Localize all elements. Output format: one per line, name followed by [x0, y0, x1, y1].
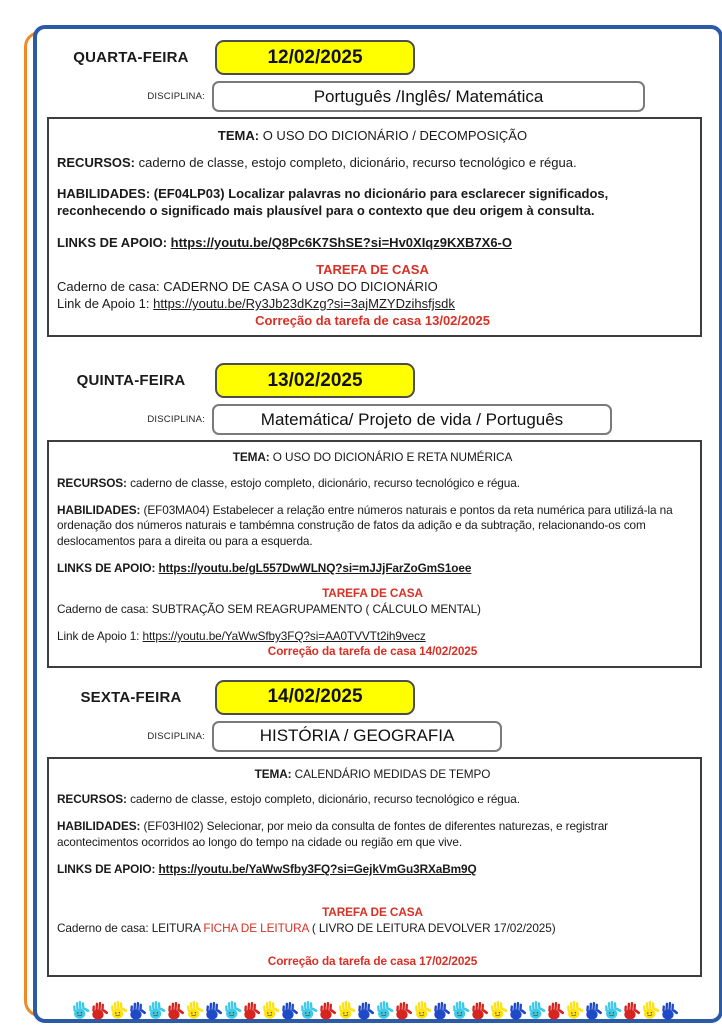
disciplina-row — [47, 81, 702, 112]
date-highlight-box — [215, 363, 415, 398]
recursos-line: RECURSOS: caderno de classe, estojo completo, dicionário, recurso tecnológico e régua. — [57, 155, 577, 171]
yellow-hand-icon — [563, 996, 584, 1025]
cyan-hand-icon — [601, 996, 622, 1025]
blue-hand-icon — [583, 997, 604, 1025]
day-name: SEXTA-FEIRA — [80, 688, 182, 706]
caderno-de-casa-line: Caderno de casa: LEITURA FICHA DE LEITURA ( LIVRO DE LEITURA DEVOLVER 17/02/2025) — [57, 920, 556, 935]
blue-hand-icon — [203, 997, 224, 1025]
habilidades-line: HABILIDADES: (EF03HI02) Selecionar, por meio da consulta de fontes de diferentes naturezas, e registrar acontecimentos ocorridos ao longo do tempo na cidade ou região em que vive. — [57, 819, 608, 849]
day-name: QUINTA-FEIRA — [76, 372, 186, 390]
date-value: 12/02/2025 — [267, 46, 363, 68]
disciplina-label: DISCIPLINA: — [147, 91, 205, 102]
tema-line: TEMA: O USO DO DICIONÁRIO E RETA NUMÉRICA — [232, 450, 513, 465]
correcao-line: Correção da tarefa de casa 17/02/2025 — [267, 953, 478, 968]
recursos-line: RECURSOS: caderno de classe, estojo completo, dicionário, recurso tecnológico e régua. — [57, 475, 520, 490]
blue-hand-icon — [355, 997, 376, 1025]
youtube-link[interactable]: https://youtu.be/gL557DwWLNQ?si=mJJjFarZoGmS1oee — [158, 561, 472, 576]
red-hand-icon — [545, 997, 566, 1025]
blue-hand-icon — [127, 997, 148, 1025]
yellow-hand-icon — [183, 996, 204, 1025]
lesson-detail-box — [47, 757, 702, 978]
disciplina-box — [212, 404, 612, 435]
cyan-hand-icon — [297, 996, 318, 1025]
cyan-hand-icon — [449, 996, 470, 1025]
yellow-hand-icon — [107, 996, 128, 1025]
yellow-hand-icon — [639, 996, 660, 1025]
disciplina-box — [212, 81, 645, 112]
day-header-row — [47, 680, 702, 715]
blue-hand-icon — [507, 997, 528, 1025]
blue-hand-icon — [431, 997, 452, 1025]
youtube-link-apoio1[interactable]: https://youtu.be/Ry3Jb23dKzg?si=3ajMZYDzihsfjsdk — [153, 296, 455, 312]
yellow-hand-icon — [335, 996, 356, 1025]
red-hand-icon — [393, 997, 414, 1025]
red-hand-icon — [89, 997, 110, 1025]
correcao-line: Correção da tarefa de casa 13/02/2025 — [255, 313, 490, 329]
recursos-line: RECURSOS: caderno de classe, estojo completo, dicionário, recurso tecnológico e régua. — [57, 792, 520, 807]
link-apoio1-line: Link de Apoio 1: https://youtu.be/Ry3Jb23dKzg?si=3ajMZYDzihsfjsdk — [57, 296, 455, 312]
disciplina-label: DISCIPLINA: — [147, 730, 205, 742]
tema-line: TEMA: O USO DO DICIONÁRIO / DECOMPOSIÇÃO — [217, 128, 528, 143]
caderno-de-casa-line: Caderno de casa: SUBTRAÇÃO SEM REAGRUPAMENTO ( CÁLCULO MENTAL) — [57, 601, 481, 616]
blue-hand-icon — [659, 997, 680, 1025]
disciplina-value: HISTÓRIA / GEOGRAFIA — [259, 726, 455, 746]
lesson-detail-box — [47, 440, 702, 667]
yellow-hand-icon — [411, 996, 432, 1025]
date-value: 13/02/2025 — [267, 369, 363, 391]
date-highlight-box — [215, 680, 415, 715]
cyan-hand-icon — [525, 996, 546, 1025]
disciplina-value: Matemática/ Projeto de vida / Português — [260, 409, 564, 429]
disciplina-label: DISCIPLINA: — [147, 414, 205, 426]
links-apoio-line: LINKS DE APOIO: https://youtu.be/YaWwSfby3FQ?si=GejkVmGu3RXaBm9Q — [57, 862, 477, 876]
day-section-quarta — [47, 40, 702, 337]
red-hand-icon — [317, 997, 338, 1025]
day-section-quinta — [47, 363, 702, 667]
cyan-hand-icon — [373, 996, 394, 1025]
day-section-sexta — [47, 680, 702, 978]
page-frame — [33, 25, 722, 1023]
correcao-line: Correção da tarefa de casa 14/02/2025 — [267, 644, 478, 659]
disciplina-box — [212, 721, 502, 752]
blue-hand-icon — [279, 997, 300, 1025]
disciplina-row — [47, 404, 702, 435]
tarefa-de-casa-title: TAREFA DE CASA — [316, 261, 429, 277]
caderno-red-text: FICHA DE LEITURA — [203, 920, 309, 935]
day-name: QUARTA-FEIRA — [73, 49, 189, 66]
youtube-link[interactable]: https://youtu.be/YaWwSfby3FQ?si=GejkVmGu3RXaBm9Q — [158, 862, 477, 876]
lesson-detail-box — [47, 117, 702, 337]
red-hand-icon — [621, 997, 642, 1025]
cyan-hand-icon — [69, 996, 90, 1025]
red-hand-icon — [165, 997, 186, 1025]
links-apoio-line: LINKS DE APOIO: https://youtu.be/Q8Pc6K7ShSE?si=Hv0XIqz9KXB7X6-O — [57, 234, 512, 250]
red-hand-icon — [469, 997, 490, 1025]
disciplina-value: Português /Inglês/ Matemática — [313, 86, 544, 106]
habilidades-line: HABILIDADES: (EF03MA04) Estabelecer a relação entre números naturais e pontos da reta numérica para utilizá-la na ordenação dos números naturais e tambémna construção de fatos da adição e da subtração, relacionando-os com deslocamentos para a direita ou para a esquerda. — [57, 503, 673, 548]
caderno-de-casa-line: Caderno de casa: CADERNO DE CASA O USO DO DICIONÁRIO — [57, 278, 438, 294]
tema-line: TEMA: CALENDÁRIO MEDIDAS DE TEMPO — [254, 766, 491, 781]
date-value: 14/02/2025 — [267, 686, 363, 708]
youtube-link-apoio1[interactable]: https://youtu.be/YaWwSfby3FQ?si=AA0TVVTt2ih9vecz — [142, 629, 426, 644]
cyan-hand-icon — [221, 996, 242, 1025]
date-highlight-box — [215, 40, 415, 75]
youtube-link[interactable]: https://youtu.be/Q8Pc6K7ShSE?si=Hv0XIqz9KXB7X6-O — [170, 234, 512, 250]
yellow-hand-icon — [487, 996, 508, 1025]
day-header-row — [47, 40, 702, 75]
tarefa-de-casa-title: TAREFA DE CASA — [322, 905, 423, 920]
day-header-row — [47, 363, 702, 398]
links-apoio-line: LINKS DE APOIO: https://youtu.be/gL557DwWLNQ?si=mJJjFarZoGmS1oee — [57, 561, 472, 576]
tarefa-de-casa-title: TAREFA DE CASA — [322, 586, 423, 601]
habilidades-line: HABILIDADES: (EF04LP03) Localizar palavras no dicionário para esclarecer significados, reconhecendo o significado mais plausível para o contexto que deu origem à consulta. — [57, 186, 609, 219]
red-hand-icon — [241, 997, 262, 1025]
hands-row — [47, 993, 702, 1023]
disciplina-row — [47, 721, 702, 752]
cyan-hand-icon — [145, 996, 166, 1025]
link-apoio1-line: Link de Apoio 1: https://youtu.be/YaWwSfby3FQ?si=AA0TVVTt2ih9vecz — [57, 629, 426, 644]
yellow-hand-icon — [259, 996, 280, 1025]
